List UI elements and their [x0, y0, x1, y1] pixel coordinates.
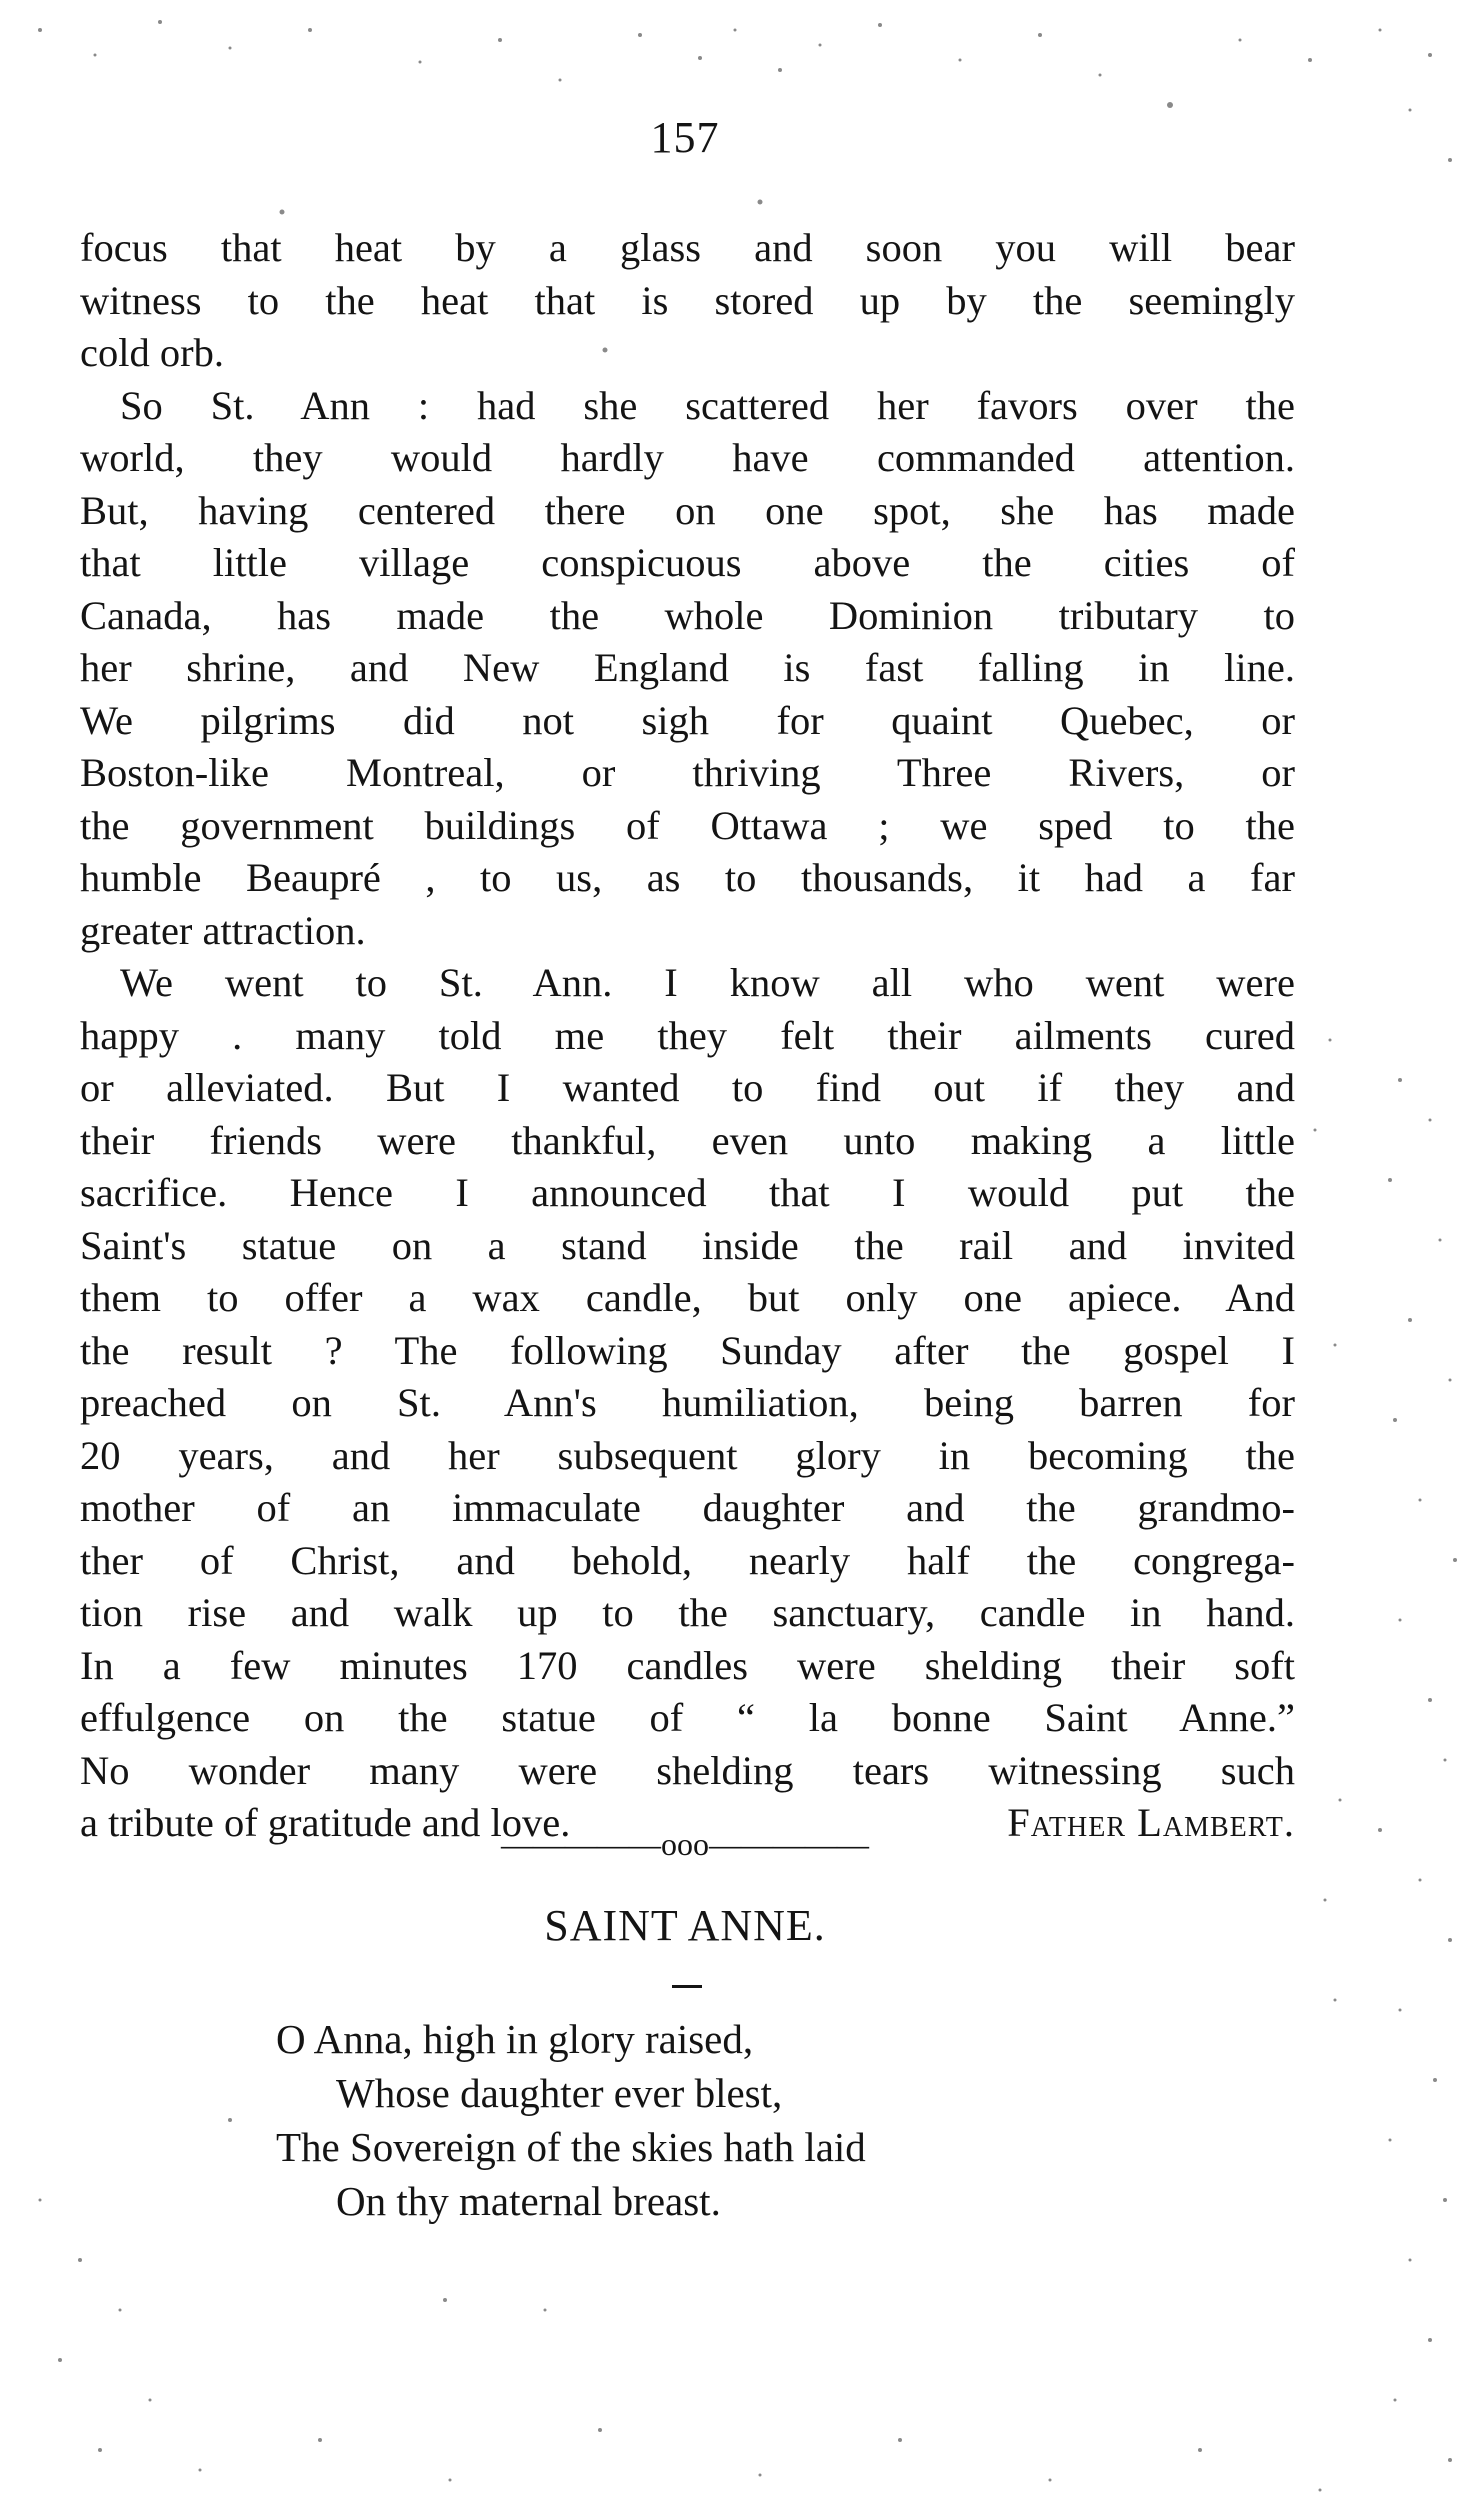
paragraph-1 — [80, 222, 1295, 380]
text-line: that little village conspicuous above the cities of — [80, 540, 1295, 585]
text-line: her shrine, and New England is fast falling in line. — [80, 645, 1295, 690]
poem-verse: On thy maternal breast. — [336, 2178, 721, 2224]
text-line: ther of Christ, and behold, nearly half the congrega- — [80, 1537, 1295, 1583]
page-number: 157 — [650, 113, 720, 162]
text-line: 20 years, and her subsequent glory in becoming the — [80, 1432, 1295, 1478]
text-line: preached on St. Ann's humiliation, being barren for — [80, 1380, 1295, 1425]
text-line: world, they would hardly have commanded attention. — [80, 435, 1295, 480]
text-line: effulgence on the statue of “ la bonne Saint Anne.” — [80, 1695, 1295, 1740]
text-line: or alleviated. But I wanted to find out if they and — [80, 1065, 1295, 1110]
text-line: mother of an immaculate daughter and the grandmo- — [80, 1485, 1295, 1530]
text-line: No wonder many were shelding tears witnessing such — [80, 1747, 1295, 1793]
author-signature: Father Lambert. — [1007, 1800, 1295, 1845]
text-line: Canada, has made the whole Dominion tributary to — [80, 592, 1295, 638]
text-line: So St. Ann : had she scattered her favors over the — [120, 382, 1295, 428]
text-line: focus that heat by a glass and soon you will bear — [80, 225, 1295, 270]
poem-title: SAINT ANNE. — [544, 1901, 826, 1950]
text-line: We went to St. Ann. I know all who went were — [120, 960, 1295, 1005]
text-line: Boston-like Montreal, or thriving Three Rivers, or — [80, 750, 1295, 795]
paragraph-3 — [80, 957, 1295, 1850]
text-line: humble Beaupré , to us, as to thousands, it had a far — [80, 855, 1295, 900]
text-line: Saint's statue on a stand inside the rail and invited — [80, 1222, 1295, 1268]
poem-verse: Whose daughter ever blest, — [336, 2070, 783, 2116]
text-line: tion rise and walk up to the sanctuary, candle in hand. — [80, 1590, 1295, 1635]
section-separator: —————ooo————— — [501, 1826, 869, 1862]
paragraph-2 — [80, 380, 1295, 958]
text-line: greater attraction. — [80, 907, 366, 953]
text-line: But, having centered there on one spot, she has made — [80, 487, 1295, 533]
text-line: the government buildings of Ottawa ; we sped to the — [80, 802, 1295, 848]
text-line: their friends were thankful, even unto making a little — [80, 1117, 1295, 1163]
text-line: the result ? The following Sunday after the gospel I — [80, 1327, 1295, 1373]
poem-stanza — [276, 2012, 866, 2228]
title-dash-divider — [672, 1985, 702, 1988]
poem-verse: O Anna, high in glory raised, — [276, 2016, 754, 2062]
text-line: happy . many told me they felt their ailments cured — [80, 1012, 1295, 1058]
text-line: sacrifice. Hence I announced that I would put the — [80, 1170, 1295, 1215]
text-line: a tribute of gratitude and love. — [80, 1800, 571, 1845]
text-line: witness to the heat that is stored up by the seemingly — [80, 277, 1295, 323]
text-line: In a few minutes 170 candles were shelding their soft — [80, 1642, 1295, 1688]
article-body — [80, 222, 1295, 1850]
text-line: We pilgrims did not sigh for quaint Quebec, or — [80, 697, 1295, 743]
text-line: cold orb. — [80, 330, 224, 375]
text-line: them to offer a wax candle, but only one apiece. And — [80, 1275, 1295, 1320]
poem-verse: The Sovereign of the skies hath laid — [276, 2124, 866, 2170]
